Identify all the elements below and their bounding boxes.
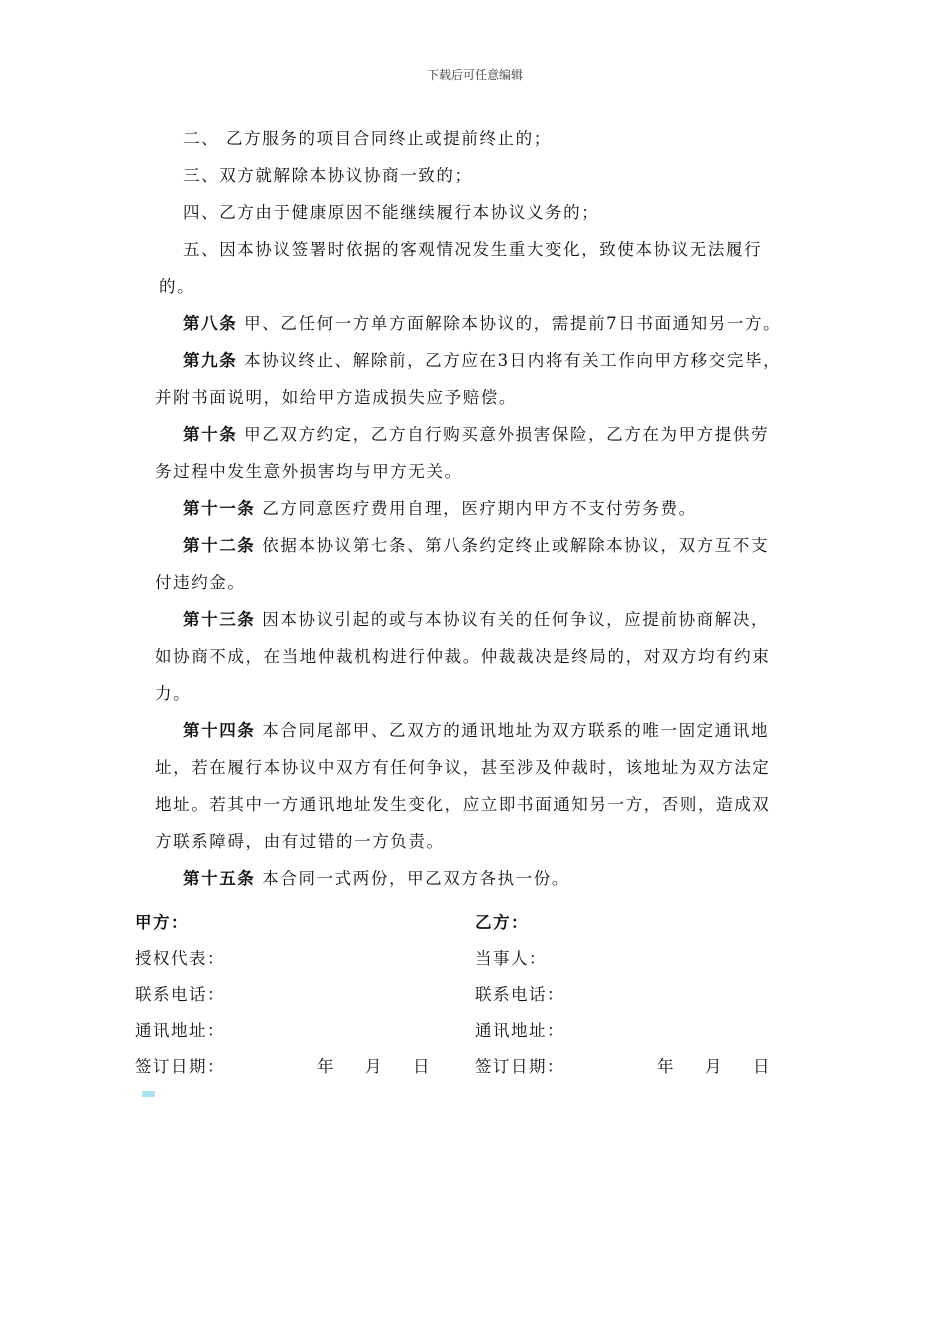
party-b-phone-label: 联系电话：	[475, 985, 565, 1004]
year-label: 年	[317, 1057, 335, 1076]
party-b-title: 乙方：	[475, 913, 529, 932]
party-b-signature	[475, 905, 805, 1085]
article-text-line: 地址。若其中一方通讯地址发生变化，应立即书面通知另一方，否则，造成双	[155, 795, 771, 814]
party-a-address-label: 通讯地址：	[135, 1021, 225, 1040]
party-b-address-label: 通讯地址：	[475, 1021, 565, 1040]
article-8	[155, 305, 815, 342]
article-title: 第十二条	[183, 536, 256, 555]
article-title: 第十一条	[183, 499, 256, 518]
article-text-line: 务过程中发生意外损害均与甲方无关。	[155, 462, 463, 481]
clause-2: 二、 乙方服务的项目合同终止或提前终止的；	[183, 129, 552, 148]
month-label: 月	[705, 1057, 723, 1076]
party-a-date-label: 签订日期：	[135, 1057, 225, 1076]
party-a-phone-label: 联系电话：	[135, 985, 225, 1004]
article-text: 依据本协议第七条、第八条约定终止或解除本协议，双方互不支	[262, 536, 770, 555]
party-b-date-label: 签订日期：	[475, 1057, 565, 1076]
party-b-representative-label: 当事人：	[475, 949, 547, 968]
clause-4: 四、乙方由于健康原因不能继续履行本协议义务的；	[183, 203, 600, 222]
article-text-line: 力。	[155, 684, 192, 703]
party-a-date-row	[135, 1049, 465, 1085]
article-15	[155, 860, 815, 897]
month-label: 月	[365, 1057, 383, 1076]
article-text: 因本协议引起的或与本协议有关的任何争议，应提前协商解决，	[262, 610, 770, 629]
contract-body	[155, 120, 815, 897]
party-a-representative-label: 授权代表：	[135, 949, 225, 968]
article-text-line: 如协商不成，在当地仲裁机构进行仲裁。仲裁裁决是终局的，对双方均有约束	[155, 647, 771, 666]
article-11	[155, 490, 815, 527]
article-10	[155, 416, 815, 453]
page-header: 下载后可任意编辑	[426, 68, 523, 82]
article-13	[155, 601, 815, 638]
article-text: 本合同一式两份，甲乙双方各执一份。	[262, 869, 570, 888]
article-text-line: 付违约金。	[155, 573, 246, 592]
article-14	[155, 712, 815, 749]
article-title: 第八条	[183, 314, 238, 333]
article-text-line: 址，若在履行本协议中双方有任何争议，甚至涉及仲裁时，该地址为双方法定	[155, 758, 771, 777]
party-b-date-row	[475, 1049, 805, 1085]
party-a-date-parts	[317, 1049, 461, 1085]
article-9	[155, 342, 815, 379]
clause-5: 五、因本协议签署时依据的客观情况发生重大变化，致使本协议无法履行	[183, 240, 763, 259]
article-text: 本合同尾部甲、乙双方的通讯地址为双方联系的唯一固定通讯地	[262, 721, 770, 740]
article-text: 甲、乙任何一方单方面解除本协议的，需提前7日书面通知另一方。	[244, 314, 782, 333]
clause-5-continued: 的。	[159, 277, 196, 296]
day-label: 日	[753, 1057, 771, 1076]
party-a-signature	[135, 905, 465, 1085]
article-text: 甲乙双方约定，乙方自行购买意外损害保险，乙方在为甲方提供劳	[244, 425, 770, 444]
party-b-date-parts	[657, 1049, 801, 1085]
article-title: 第十三条	[183, 610, 256, 629]
article-text: 乙方同意医疗费用自理，医疗期内甲方不支付劳务费。	[262, 499, 697, 518]
clause-3: 三、双方就解除本协议协商一致的；	[183, 166, 473, 185]
article-text-line: 并附书面说明，如给甲方造成损失应予赔偿。	[155, 388, 517, 407]
text-cursor-marker	[142, 1091, 155, 1097]
article-title: 第十四条	[183, 721, 256, 740]
article-text: 本协议终止、解除前，乙方应在3日内将有关工作向甲方移交完毕，	[244, 351, 782, 370]
year-label: 年	[657, 1057, 675, 1076]
article-title: 第九条	[183, 351, 238, 370]
article-text-line: 方联系障碍，由有过错的一方负责。	[155, 832, 445, 851]
article-12	[155, 527, 815, 564]
article-title: 第十条	[183, 425, 238, 444]
article-title: 第十五条	[183, 869, 256, 888]
party-a-title: 甲方：	[135, 913, 189, 932]
day-label: 日	[413, 1057, 431, 1076]
